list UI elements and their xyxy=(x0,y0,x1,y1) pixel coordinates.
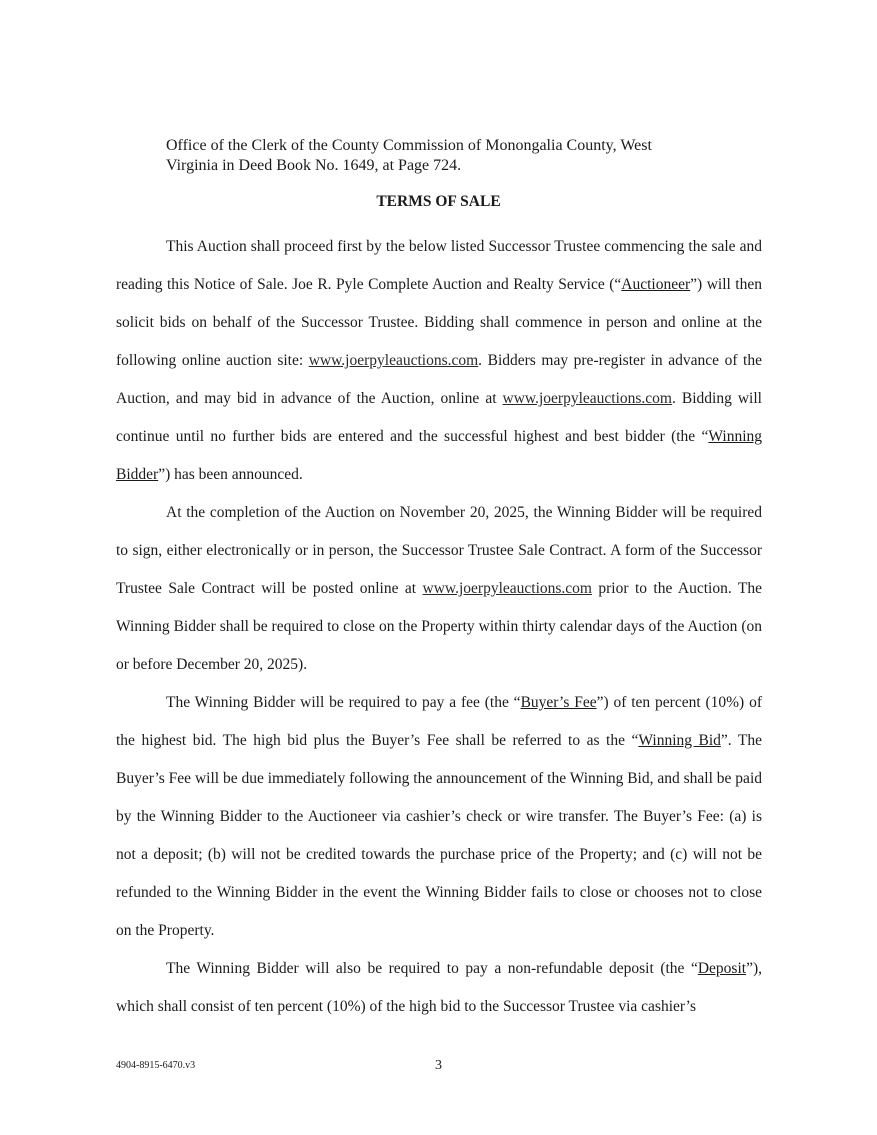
defined-term-deposit: Deposit xyxy=(697,960,747,977)
intro-line-2: Virginia in Deed Book No. 1649, at Page 724. xyxy=(166,157,462,174)
text-run: The Winning Bidder will be required to pay a fee (the “ xyxy=(166,694,521,711)
text-run: ”) has been announced. xyxy=(158,466,303,483)
text-run: ”) of ten percent (10%) of the highest bid. The high bid plus the Buyer’s Fee shall be referred to as the “ xyxy=(116,694,762,749)
paragraph-deposit xyxy=(116,950,762,1026)
auction-site-link[interactable]: www.joerpyleauctions.com xyxy=(308,352,479,369)
text-run: At the completion of the Auction on November 20, 2025, the Winning Bidder will be required to sign, either electronically or in person, the Successor Trustee Sale Contract. A form of the Successor Trustee Sale Contract will be posted online at xyxy=(116,504,762,597)
defined-term-auctioneer: Auctioneer xyxy=(621,276,691,293)
auction-site-link[interactable]: www.joerpyleauctions.com xyxy=(422,580,592,597)
section-heading: TERMS OF SALE xyxy=(376,193,501,210)
text-run: . Bidders may pre-register in advance of the Auction, and may bid in advance of the Auction, online at xyxy=(116,352,762,407)
auction-site-link[interactable]: www.joerpyleauctions.com xyxy=(502,390,672,407)
paragraph-buyers-fee xyxy=(116,684,762,950)
text-run: The Winning Bidder will also be required to pay a non-refundable deposit (the “ xyxy=(166,960,698,977)
defined-term-winning-bid: Winning Bid xyxy=(638,732,721,749)
text-run: This Auction shall proceed first by the below listed Successor Trustee commencing the sale and reading this Notice of Sale. Joe R. Pyle Complete Auction and Realty Service (“ xyxy=(116,238,762,293)
paragraph-auction-process xyxy=(116,228,762,494)
defined-term-winning-bidder: Winning Bidder xyxy=(116,428,762,483)
paragraph-completion xyxy=(116,494,762,684)
text-run: ”), which shall consist of ten percent (10%) of the high bid to the Successor Trustee via cashier’s xyxy=(116,960,762,1015)
intro-line-1: Office of the Clerk of the County Commission of Monongalia County, West xyxy=(166,137,652,154)
page-number: 3 xyxy=(435,1058,442,1073)
text-run: prior to the Auction. The Winning Bidder shall be required to close on the Property within thirty calendar days of the Auction (on or before December 20, 2025). xyxy=(116,580,762,673)
intro-paragraph xyxy=(166,136,766,176)
text-run: ”. The Buyer’s Fee will be due immediately following the announcement of the Winning Bid, and shall be paid by the Winning Bidder to the Auctioneer via cashier’s check or wire transfer. The Buyer’s Fee: (a) is not a deposit; (b) will not be credited towards the purchase price of the Property; and (c) will not be refunded to the Winning Bidder in the event the Winning Bidder fails to close or chooses not to close on the Property. xyxy=(116,732,762,939)
defined-term-buyers-fee: Buyer’s Fee xyxy=(520,694,597,711)
text-run: . Bidding will continue until no further bids are entered and the successful highest and best bidder (the “ xyxy=(116,390,762,445)
document-id: 4904-8915-6470.v3 xyxy=(116,1060,196,1071)
terms-body xyxy=(116,228,762,1026)
text-run: ”) will then solicit bids on behalf of the Successor Trustee. Bidding shall commence in person and online at the following online auction site: xyxy=(116,276,762,369)
